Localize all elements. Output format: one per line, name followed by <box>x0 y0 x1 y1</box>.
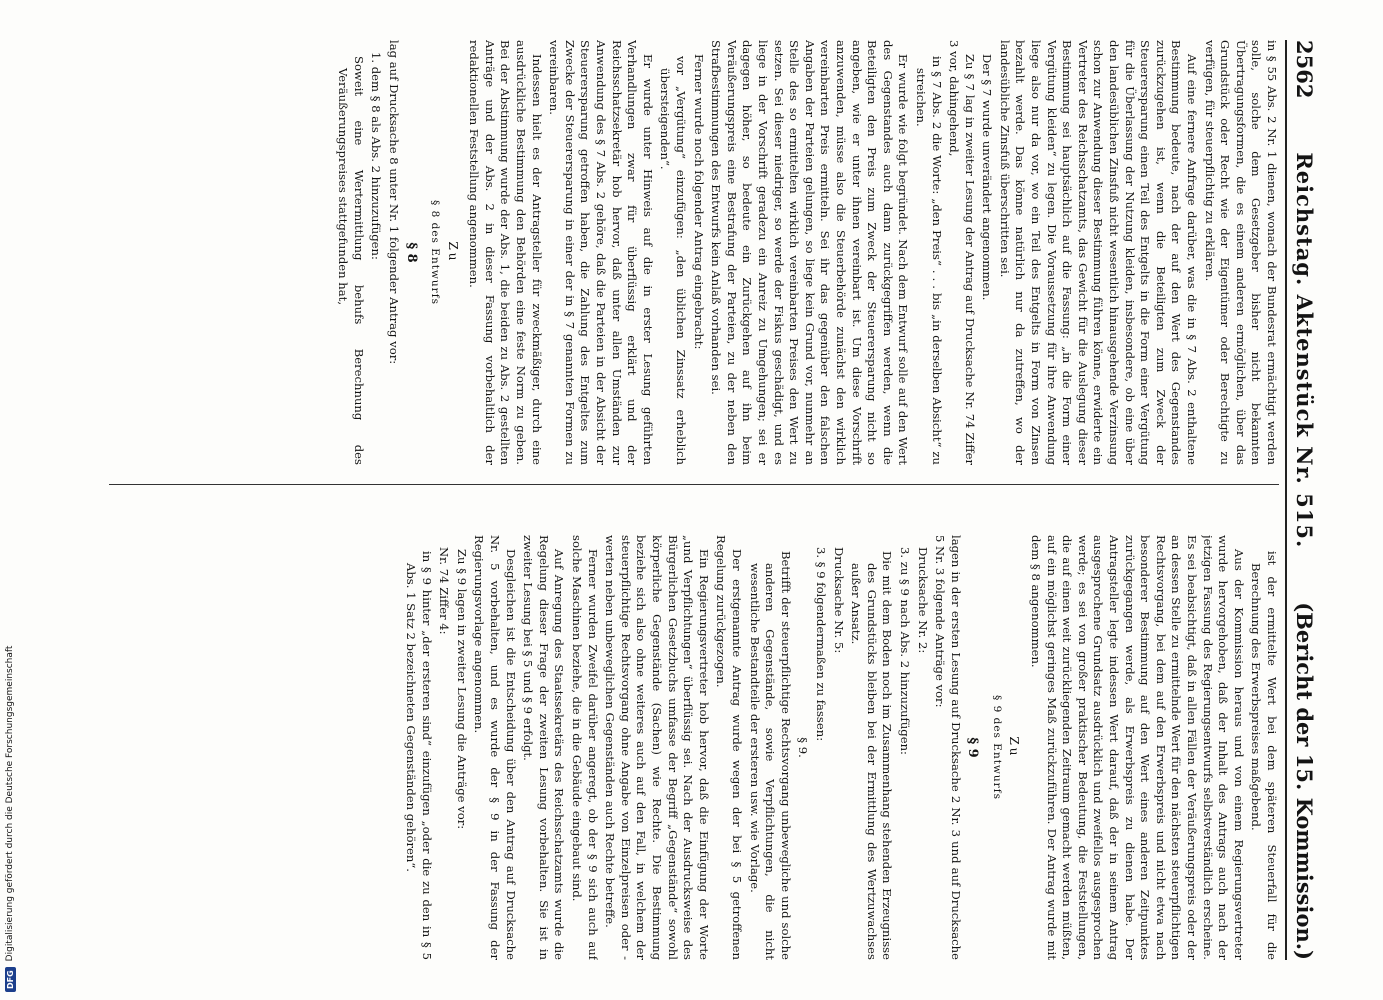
paragraph: Er wurde wie folgt begründet. Nach dem Entwurf solle auf den Wert des Gegenstandes auch dann zurückgegriffen werden, wenn die Beteiligten den Preis zum Zweck der Steuerersparung nicht so angeben, wie er unter ihnen vereinbart ist. Um diese Vorschrift anzuwenden, müsse also die Steuerbehörde zunächst den wirklich vereinbarten Preis ermitteln. Sei ihr das gegenüber den falschen Angaben der Parteien gelungen, so liege kein Grund vor, nunmehr an Stelle des so ermittelten wirklich vereinbarten Preises den Wert zu setzen. Sei dieser niedriger, so werde der Fiskus geschädigt, und es liege in der Vorschrift geradezu ein Anreiz zu Umgehungen; sei er dagegen höher, so bedeute ein Zurückgehen auf ihn beim Veräußerungspreis eine Bestrafung der Parteien, zu der neben den Strafbestimmungen des Entwurfs kein Anlaß vorhanden sei. <box>709 40 911 465</box>
page-number: 2562 <box>1292 40 1318 99</box>
quoted-amendment: vor „Vergütung“ einzufügen: „den üblichen Zinssatz erheblich übersteigenden“. <box>658 56 689 465</box>
section-intro: Zu <box>1007 736 1022 759</box>
section-subheading: § 8 des Entwurfs <box>429 200 442 305</box>
document-title: Reichstag. Aktenstück Nr. 515. <box>1292 152 1318 549</box>
list-item: Drucksache Nr. 5: <box>831 547 846 654</box>
page-header <box>1285 40 1323 960</box>
report-subtitle: (Bericht der 15. Kommission.) <box>1292 602 1318 960</box>
section-heading: § 9 <box>965 737 981 758</box>
list-item: 3. zu § 9 nach Abs. 2 hinzuzufügen: <box>897 547 912 755</box>
column-divider <box>109 484 1279 485</box>
paragraph: Zu § 7 lag in zweiter Lesung der Antrag auf Drucksache Nr. 74 Ziffer 3 vor, dahingehend, <box>947 40 977 465</box>
list-item: 3. § 9 folgendermaßen zu fassen: <box>813 547 828 742</box>
dfg-logo: DFG <box>5 967 16 992</box>
funding-note-text: Digitalisierung gefördert durch die Deutsche Forschungsgemeinschaft <box>5 645 15 962</box>
section-subheading: § 9 des Entwurfs <box>990 695 1003 800</box>
paragraph: in § 55 Abs. 2 Nr. 1 dienen, wonach der Bundesrat ermächtigt werden solle, solche dem Gesetzgeber bisher nicht bekannten Übertragungsformen, die es einem anderen ermöglichen, über das Grundstück oder Recht wie der Eigentümer oder Berechtigte zu verfügen, für steuerpflichtig zu erklären. <box>1202 40 1279 465</box>
list-item: 1. dem § 8 als Abs. 2 hinzuzufügen: <box>369 52 384 260</box>
funding-note <box>0 0 20 1000</box>
paragraph: lagen in der ersten Lesung auf Drucksache 2 Nr. 3 und auf Drucksache 5 Nr. 3 folgende Anträge vor: <box>933 535 963 960</box>
paragraph: Ferner wurde noch folgender Antrag eingebracht: <box>691 54 706 350</box>
paragraph: Desgleichen ist die Entscheidung über den Antrag auf Drucksache Nr. 5 vorbehalten, und es wurde der § 9 in der Fassung der Regierungsvorlage angenommen. <box>472 535 518 960</box>
quoted-amendment: in § 7 Abs. 2 die Worte: „den Preis“ . . . bis „in derselben Absicht“ zu streichen. <box>913 56 944 465</box>
quoted-amendment: Soweit eine Wertermittlung behufs Berechnung des Veräußerungspreises stattgefunden hat, <box>336 56 366 465</box>
paragraph: Ferner wurden Zweifel darüber angeregt, ob der § 9 sich auch auf solche Maschinen beziehe, die in die Gebäude eingebaut sind. <box>570 535 600 960</box>
section-heading: § 8 <box>403 242 419 263</box>
paragraph: Aus der Kommission heraus und von einem Regierungsvertreter wurde hervorgehoben, daß der Inhalt des Antrags auch nach der jetzigen Fassung des Regierungsentwurfs selbstverständlich erscheine. Es sei beabsichtigt, daß in allen Fällen der Veräußerungspreis oder der an dessen Stelle zu ermittelnde Wert für den nächsten steuerpflichtigen Rechtsvorgang, bei dem auf den Erwerbspreis und nicht etwa nach besonderer Bestimmung auf den Wert eines anderen Zeitpunktes zurückgegangen werde, als Erwerbspreis zu dienen habe. Der Antragsteller legte indessen Wert darauf, daß der in seinem Antrag ausgesprochene Grundsatz ausdrücklich und zweifellos ausgesprochen werde; es sei von großer praktischer Bedeutung, die Feststellungen, die auf einen weit zurückliegenden Zeitraum gemacht werden müßten, auf ein möglichst geringes Maß zurückzuführen. Der Antrag wurde mit dem § 8 angenommen. <box>1029 535 1246 960</box>
section-number: § 9. <box>796 737 811 758</box>
list-item: Drucksache Nr. 2: <box>915 547 930 654</box>
quoted-amendment: Betrifft der steuerpflichtige Rechtsvorgang unbewegliche und solche anderen Gegenstände, sowie Verpflichtungen, die nicht wesentliche Bestandteile der ersteren usw. wie Vorlage. <box>747 551 793 960</box>
paragraph: Ein Regierungsvertreter hob hervor, daß die Einfügung der Worte „und Verpflichtungen“ überflüssig sei. Nach der Ausdrucksweise des Bürgerlichen Gesetzbuchs umfasse der Begriff „Gegenstände“ sowohl körperliche Gegenstände (Sachen) wie Rechte. Die Bestimmung beziehe sich also ohne weiteres auch auf den Fall, in welchem der steuerpflichtige Rechtsvorgang ohne Angabe von Einzelpreisen oder -werten neben unbeweglichen Gegenständen auch Rechte betreffe. <box>603 535 711 960</box>
list-item: Nr. 74 Ziffer 4: <box>437 547 452 635</box>
quoted-amendment: Die mit dem Boden noch im Zusammenhang stehenden Erzeugnisse des Grundstücks bleiben bei der Ermittlung des Wertzuwachses außer Ansatz. <box>849 551 895 960</box>
paragraph: Auf eine fernere Anfrage darüber, was die in § 7 Abs. 2 enthaltene Bestimmung bedeute, nach der auf den Wert des Gegenstandes zurückzugehen ist, wenn die Beteiligten zum Zweck der Steuerersparung einen Teil des Entgelts in die Form einer Vergütung für die Überlassung der Nutzung kleiden, insbesondere, ob eine über den landesüblichen Zinsfuß nicht wesentlich hinausgehende Verzinsung schon zur Anwendung dieser Bestimmung führen könne, erwiderte ein Vertreter des Reichsschatzamts, das Gewicht für die Auslegung dieser Bestimmung sei hauptsächlich auf die Fassung: „in die Form einer Vergütung kleiden“ zu legen. Die Voraussetzung für ihre Anwendung liege also nur da vor, wo ein Teil des Entgelts in Form von Zinsen bezahlt werde. Das könne natürlich nur da zutreffen, wo der landesübliche Zinsfuß überschritten sei. <box>997 40 1200 465</box>
paragraph: Er wurde unter Hinweis auf die in erster Lesung geführten Verhandlungen zwar für überflüssig erklärt und der Reichsschatzsekretär hob hervor, daß unter allen Umständen zur Anwendung des § 7 Abs. 2 gehöre, daß die Parteien in der Absicht der Steuerersparung getroffen haben, die Zahlung des Entgeltes zum Zwecke der Steuerersparung in einer der in § 7 genannten Formen zu vereinbaren. <box>547 40 655 465</box>
paragraph: Indessen hielt es der Antragsteller für zweckmäßiger, durch eine ausdrückliche Bestimmung den Behörden eine feste Norm zu geben. Bei der Abstimmung wurde der Abs. 1, die beiden zu Abs. 2 gestellten Anträge und der Abs. 2 in dieser Fassung vorbehaltlich der redaktionellen Feststellung angenommen. <box>467 40 544 465</box>
paragraph: Zu § 9 lagen in zweiter Lesung die Anträge vor: <box>454 549 469 830</box>
quoted-amendment: ist der ermittelte Wert bei dem späteren Steuerfall für die Berechnung des Erwerbspreises maßgebend. <box>1249 551 1279 960</box>
paragraph: Der erstgenannte Antrag wurde wegen der bei § 5 getroffenen Regelung zurückgezogen. <box>714 535 744 960</box>
paragraph: Der § 7 wurde unverändert angenommen. <box>980 54 995 301</box>
left-column <box>99 40 1279 465</box>
quoted-amendment: in § 9 hinter „der ersteren sind“ einzufügen „oder die zu den in § 5 Abs. 1 Satz 2 bezeichneten Gegenständen gehören“. <box>404 551 434 960</box>
right-column <box>99 535 1279 960</box>
section-intro: Zu <box>445 241 460 264</box>
paragraph: lag auf Drucksache 8 unter Nr. 1 folgender Antrag vor: <box>386 40 401 365</box>
paragraph: Auf Anregung des Staatssekretärs des Reichsschatzamts wurde die Regelung dieser Frage der zweiten Lesung vorbehalten. Sie ist in zweiter Lesung bei § 5 und § 9 erfolgt. <box>521 535 567 960</box>
